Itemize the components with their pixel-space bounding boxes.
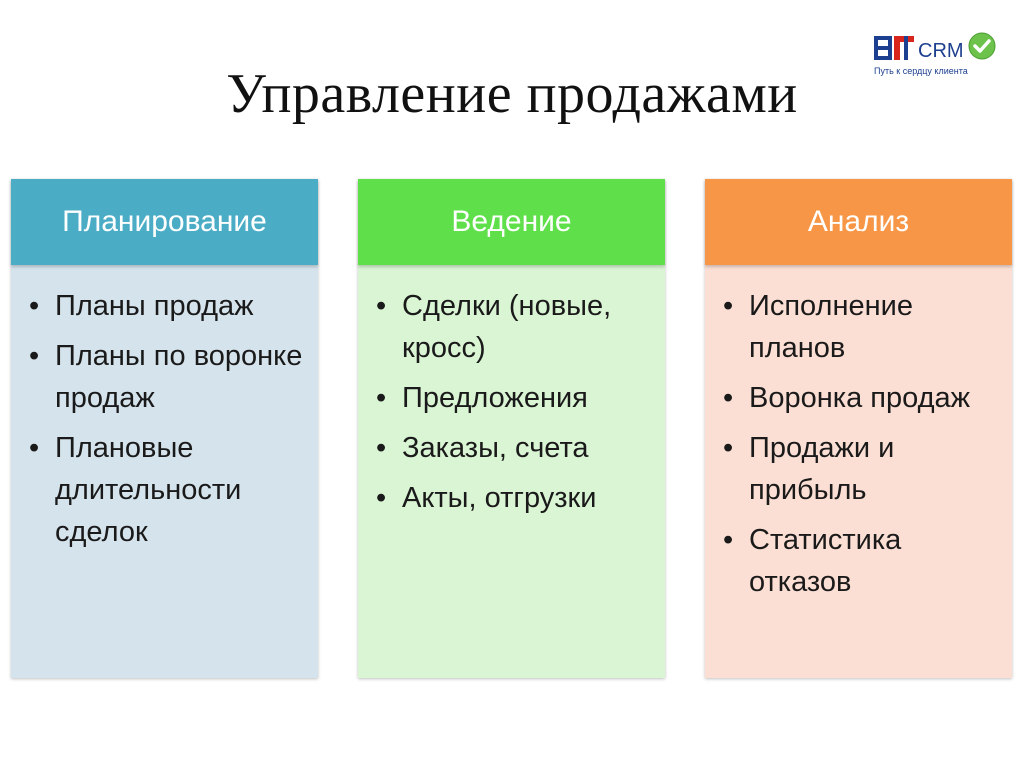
list-item (29, 285, 304, 327)
column-body (358, 265, 665, 678)
item-list (376, 285, 651, 519)
bullet-icon: • (29, 432, 40, 464)
list-item-text: Статистика отказов (749, 524, 902, 598)
column-body (705, 265, 1012, 678)
list-item-text: Исполнение планов (749, 290, 913, 364)
bullet-icon: • (29, 290, 40, 322)
column-header: Ведение (358, 179, 665, 265)
bullet-icon: • (723, 382, 734, 414)
list-item (376, 477, 651, 519)
list-item (723, 377, 998, 419)
list-item-text: Планы по воронке продаж (55, 340, 303, 414)
list-item (723, 285, 998, 369)
company-logo (872, 26, 992, 82)
list-item-text: Акты, отгрузки (402, 482, 597, 514)
column-conducting (358, 179, 665, 678)
bullet-icon: • (29, 340, 40, 372)
list-item (376, 285, 651, 369)
list-item (29, 427, 304, 553)
column-header: Анализ (705, 179, 1012, 265)
list-item (376, 377, 651, 419)
list-item (723, 519, 998, 603)
list-item (29, 335, 304, 419)
logo-mark-icon (872, 30, 1002, 64)
list-item (723, 427, 998, 511)
list-item-text: Заказы, счета (402, 432, 589, 464)
list-item-text: Продажи и прибыль (749, 432, 895, 506)
bullet-icon: • (376, 432, 387, 464)
bullet-icon: • (376, 290, 387, 322)
logo-suffix: CRM (918, 40, 964, 62)
list-item-text: Плановые длительности сделок (55, 432, 242, 548)
list-item-text: Воронка продаж (749, 382, 971, 414)
column-body (11, 265, 318, 678)
list-item-text: Планы продаж (55, 290, 254, 322)
bullet-icon: • (723, 432, 734, 464)
bullet-icon: • (376, 482, 387, 514)
column-header: Планирование (11, 179, 318, 265)
bullet-icon: • (376, 382, 387, 414)
item-list (29, 285, 304, 553)
logo-tagline: Путь к сердцу клиента (874, 66, 968, 76)
list-item-text: Сделки (новые, кросс) (402, 290, 612, 364)
bullet-icon: • (723, 524, 734, 556)
column-planning (11, 179, 318, 678)
slide-title: Управление продажами (226, 63, 798, 125)
list-item (376, 427, 651, 469)
list-item-text: Предложения (402, 382, 588, 414)
column-analysis (705, 179, 1012, 678)
bullet-icon: • (723, 290, 734, 322)
item-list (723, 285, 998, 603)
